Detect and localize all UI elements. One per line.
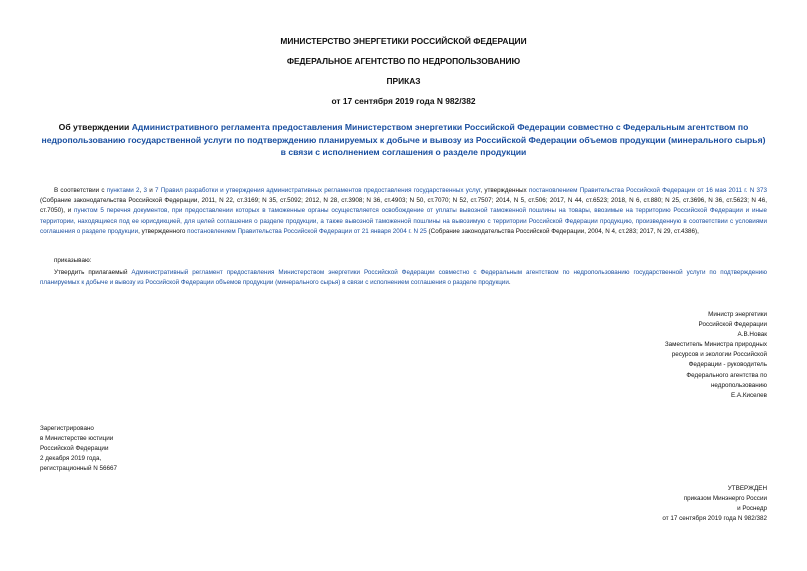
preamble-text: В соответствии с <box>54 187 107 194</box>
signature-line: Российской Федерации <box>698 321 767 329</box>
approval-line: и Роснедр <box>737 505 767 513</box>
registration-line: регистрационный N 56667 <box>40 465 118 473</box>
link-resolution-25[interactable]: постановлением Правительства Российской Федерации от 21 января 2004 г. N 25 <box>187 227 427 235</box>
order-word: приказываю: <box>54 257 92 264</box>
link-point-2[interactable]: пунктами 2 <box>106 187 140 194</box>
registration-line: Российской Федерации <box>40 445 109 453</box>
preamble-text: , утвержденных <box>480 187 529 194</box>
registration-line: Зарегистрировано <box>40 425 94 432</box>
signature-block <box>607 310 767 401</box>
approval-line: от 17 сентября 2019 года N 982/382 <box>662 515 767 523</box>
link-resolution-373[interactable]: постановлением Правительства Российской Федерации от 16 мая 2011 г. N 373 <box>528 187 768 194</box>
title-regulation-link[interactable]: Административного регламента предоставления Министерством энергетики Российской Федерации совместно с Федеральным агентством по недропользованию государственной услуги по подтверждению планируемых к добыче и вывозу из Российской Федерации объемов продукции (минерального сырья) в связи с исполнением соглашения о разделе продукции <box>41 122 766 157</box>
link-point-5-list[interactable]: пунктом 5 перечня документов, при предоставлении которых в таможенные органы осуществляется освобождение от уплаты вывозной таможенной пошлины на товары, ввозимые на территорию Российской Федерации и иные территории, находящиеся под ее юрисдикцией, для целей соглашения о разделе продукции, а также вывозной таможенной пошлины на вывозимую с территории Российской Федерации продукцию, произведенную в соответствии с условиями соглашения о разделе продукции <box>40 207 767 235</box>
preamble-text: , утвержденного <box>138 227 188 235</box>
agency-heading: ФЕДЕРАЛЬНОЕ АГЕНТСТВО ПО НЕДРОПОЛЬЗОВАНИЮ <box>286 56 521 66</box>
registration-line: 2 декабря 2019 года, <box>40 455 102 463</box>
link-rules[interactable]: 7 Правил разработки и утверждения административных регламентов предоставления государственных услуг <box>155 187 481 194</box>
preamble-paragraph <box>40 186 767 237</box>
signature-line: Федерации - руководитель <box>688 361 767 369</box>
preamble-text: и <box>147 187 155 194</box>
approval-line: УТВЕРЖДЕН <box>727 485 767 492</box>
approval-line: приказом Минэнерго России <box>683 495 767 503</box>
signature-line: Заместитель Министра природных <box>664 341 767 349</box>
preamble-text: , <box>139 187 144 194</box>
approve-text: Утвердить прилагаемый <box>54 269 132 276</box>
signature-line: Федерального агентства по <box>686 371 767 379</box>
signature-line: Е.А.Киселев <box>730 391 767 399</box>
ministry-heading: МИНИСТЕРСТВО ЭНЕРГЕТИКИ РОССИЙСКОЙ ФЕДЕРАЦИИ <box>280 36 527 46</box>
registration-block <box>40 424 240 474</box>
title-prefix: Об утверждении <box>58 122 132 132</box>
preamble-text: (Собрание законодательства Российской Федерации, 2011, N 22, ст.3169; N 35, ст.5092; 2012, N 28, ст.3908; N 36, ст.4903; N 50, ст.7070; N 52, ст.7507; 2014, N 5, ст.506; 2017, N 44, ст.6523; 2018, N 6, ст.880; N 25, ст.3696, N 36, ст.5623; N 46, ст.7050), и <box>40 197 767 215</box>
approval-block <box>567 484 767 524</box>
doc-date-number: от 17 сентября 2019 года N 982/382 <box>331 96 476 106</box>
signature-line: А.В.Новак <box>737 331 767 339</box>
link-regulation[interactable]: Административный регламент предоставления Министерством энергетики Российской Федерации совместно с Федеральным агентством по недропользованию государственной услуги по подтверждению планируемых к добыче и вывозу из Российской Федерации объемов продукции (минерального сырья) в связи с исполнением соглашения о разделе продукции <box>40 269 768 287</box>
link-point-3[interactable]: 3 <box>143 187 148 194</box>
doc-type-heading: ПРИКАЗ <box>386 76 421 86</box>
registration-line: в Министерстве юстиции <box>40 435 114 443</box>
approve-text: . <box>508 279 511 287</box>
approve-paragraph <box>40 268 767 288</box>
document-title <box>40 121 767 159</box>
signature-line: ресурсов и экологии Российской <box>671 351 767 359</box>
signature-line: Министр энергетики <box>708 311 767 318</box>
signature-line: недропользованию <box>710 381 767 389</box>
preamble-text: (Собрание законодательства Российской Федерации, 2004, N 4, ст.283; 2017, N 29, ст.4386), <box>426 227 699 235</box>
